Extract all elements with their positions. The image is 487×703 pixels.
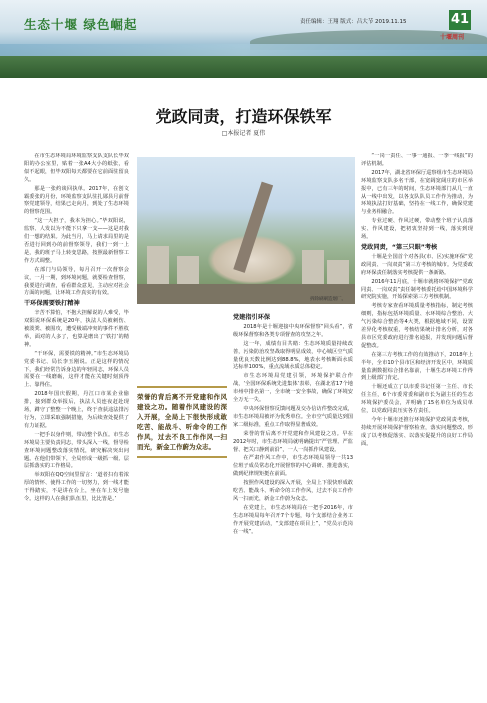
paragraph: 在严肃作风工作中，市生态环境局领导一共13位班子成员常态化开展督察的中心调研、推进落实，做到纪律规矩挺在前面。 xyxy=(233,455,353,478)
paragraph: 一把手以身作则，带动整个队伍。市生态环境局主要负责同志，带头深入一线，督导检查环境问题整改落实情况，研究解决突出问题。在他们带领下，全局形成一级抓一级、层层抓落实的工作格局。 xyxy=(24,431,129,470)
building xyxy=(327,260,349,286)
paragraph: “干环保，需要铁的精神。”市生态环境局党委书记、局长李玉刚说。正是这样的情况下，我们经常告诉身边的年轻同志，环保人员需要在一线磨砺，这样才能在关键时刻顶得上、靠得住。 xyxy=(24,350,129,389)
article-photo xyxy=(137,157,355,304)
paragraph: 2018年是十堰迎接中央环保督察“回头看”，省级环保督察和各类专项督查的攻坚之年。 xyxy=(233,323,353,338)
paragraph: 在市生态环境局环境监察支队支队长毕双阳的办公室里，贴着一张A4大小的纸张，看似不起眼，但毕双阳每天都要在它前面驻留良久。 xyxy=(24,153,129,183)
paragraph: 2018年国庆假期，丹江口市某企业偷排，接到群众举报后，执法人员连夜赶赴现场，蹲守了整整一个晚上，终于查获违法排污行为，立即采取强制措施，为后续查处提供了有力证据。 xyxy=(24,391,129,429)
editor-meta: 责任编辑：王翔 版式：吕大节 2019.11.15 xyxy=(300,19,407,25)
paragraph: 在部门与局领导，每月召开一次督察会议，一月一期，到环境问题，就要检查督察，我要进行调查，看看群众意见，主动应对社会方面的问题，让环境工作真实的有效。 xyxy=(24,266,129,297)
headline: 党政同责，打造环保铁军 xyxy=(155,107,332,126)
paragraph: 辛苦不算怕，不抱大担解说的人难受，毕双阳说环保系统是20年，执法人员被刺伤、被泼粪、被围攻，遭受极端冲突的事件不胜枚举，面对的人多了，也算是磨出了‘铁打’的精神。 xyxy=(24,310,129,348)
paragraph: 十堰还成立了以市委书记任第一主任、市长任主任，6个市委常委和副市长为副主任的生态环境保护委员会，并明确了15名单位为成员单位，以党政同责压实各方责任。 xyxy=(361,384,473,415)
paragraph: 在第三方考核工作的有效推动下，2018年上半年，全市10个县市区和经济开发区中，环境质量监测数据综合排名靠前，十堰生态环境工作得到上级部门肯定。 xyxy=(361,351,473,382)
column-3 xyxy=(361,153,473,698)
page-number: 41 xyxy=(449,10,471,30)
paragraph: 2017年，湖北省环保厅巡察组市生态环境局环境监察支队多名干部，在宽阔宽阔庄的市区举报中，已有三年的时间，生态环境部门从几一直从一线中出发，以各支队队员工作作为推动，为环境执法打好基础，坚持在一线工作，确保党建与业务相融合。 xyxy=(361,169,473,216)
paragraph: 按照作风建设的深入开展，全局上下很快形成敢吃苦、能战斗、听命令的工作作风，过去不良工作作风一扫而光，新金工作蔚为众志。 xyxy=(233,480,353,502)
paragraph: 十堰是全国首个对各县(市、区)实施环保“党政同责、一岗双责”第三方考核的城市。为党委政府环保责任制落实考核提供一条新路。 xyxy=(361,253,473,276)
paragraph: “一岗一责任、一事一通报、一季一线报”的评估机制。 xyxy=(361,153,473,167)
subheading: 党建指引环保 xyxy=(233,314,271,321)
paragraph: 专业过硬、作风过硬，带动整个班子认真落实、作风建设，把初衷坚持到一线，落实到现场。 xyxy=(361,218,473,241)
byline: □本报记者 夏伟 xyxy=(221,130,266,137)
paragraph: 中央环保督察反馈问题及交办信访件整改完成，市生态环境局被评为优秀单位。全市空气质量达到国家二级标准，重点工作取得显著成效。 xyxy=(233,405,353,428)
building xyxy=(302,250,324,286)
paragraph: 荣誉的背后离不开党建和作风建设之功。早在2012年时，市生态环境局就明确提出“严管理、严监督、把关口静到前沿”，一人一岗抓作风建设。 xyxy=(233,430,353,453)
subheading: 干环保需要铁打精神 xyxy=(24,300,80,308)
paragraph: 这一年，成绩有目共睹：生态环境质量持续改善，污染防治攻坚战取得明显成效，中心城区空气质量优良天数比例达到88.8%，地表水考核断面水质达标率100%，重点流域水质总体稳定。 xyxy=(233,340,353,371)
paragraph: 考核专家查看环境质量考核指标，制定考核细则，指标包括环境质量、水环境综合整治、大气污染综合整治等4大类，根据地域不同，设置差异化考核权重，考核结果统计排名分析，对各县市区党委政府进行排名通报，并发现问题后督促整改。 xyxy=(361,303,473,349)
banner-trees xyxy=(0,56,487,78)
paragraph: 那是一张约谈回执单。2017年，在创文霸委张的月份，环境监察支队驻扎郧县月前督察党建领导，结果已走向月，到处了生态环境的督察范围。 xyxy=(24,185,129,216)
paragraph: 市生态环境局党建引领，环境保护联合作战，‘全国环保系统先进集体’表彰，在湖北省17个地市州中排名第一，全市统一安全事故，确保了环境安全万无一失。 xyxy=(233,373,353,404)
subheading: 党政同责，“第三只眼”考核 xyxy=(361,243,438,251)
paragraph: 今年十堰市还推行环境保护党政同责考核，持续开展环境保护督察检查，落实问题整改，形成了以考核促落实、以落实促提升的良好工作局面。 xyxy=(361,417,473,447)
masthead-banner xyxy=(0,0,487,78)
pull-quote: 荣誉的背后离不开党建和作风建设之功。随着作风建设的深入开展，全局上下很快形成敢吃苦、能战斗、听命令的工作作风，过去不良工作作风一扫而光，新金工作蔚为众志。 xyxy=(137,386,227,458)
photo-caption: 拆除刷刷造烟厂。 xyxy=(310,297,346,302)
building xyxy=(147,246,169,286)
building xyxy=(177,256,199,286)
section-title: 生态十堰 绿色崛起 xyxy=(24,17,138,32)
column-2 xyxy=(233,312,353,698)
paragraph: “这一大担子，我本为担心。”毕双阳说，监察、人发以为不能下只拿一支——这是对我们一想的结果。为此当月，马上请求局里的是否进行回到办的前督察领导，我们一到一上是，我的班子马上转变思路，按照最新督察工作方式调整。 xyxy=(24,218,129,264)
paragraph: 2016年11月底，十堰市就将环境保护“党政同责、一岗双责”责任制考核委托给中国环境科学研究院实施，开始探索第三方考核机制。 xyxy=(361,278,473,301)
column-1 xyxy=(24,153,129,698)
paragraph: 在党建上，市生态环境局在一把手2016年，市生态环境局每年召开7个专题，每个支部结合业务工作开展党建活动，“支部建在项目上”，“党员示范岗在一线”。 xyxy=(233,504,353,535)
paper-name: 十堰周刊 xyxy=(440,34,465,41)
paragraph: 举双阳在QQ空间里留言：‘道者扫有着浓厚的情怀、使得工作的一切努力，到一线才能干得踏实，不是讲在台上，坐在车上发号施令。这样的人在我们队伍里，比比皆是。’ xyxy=(24,472,129,503)
